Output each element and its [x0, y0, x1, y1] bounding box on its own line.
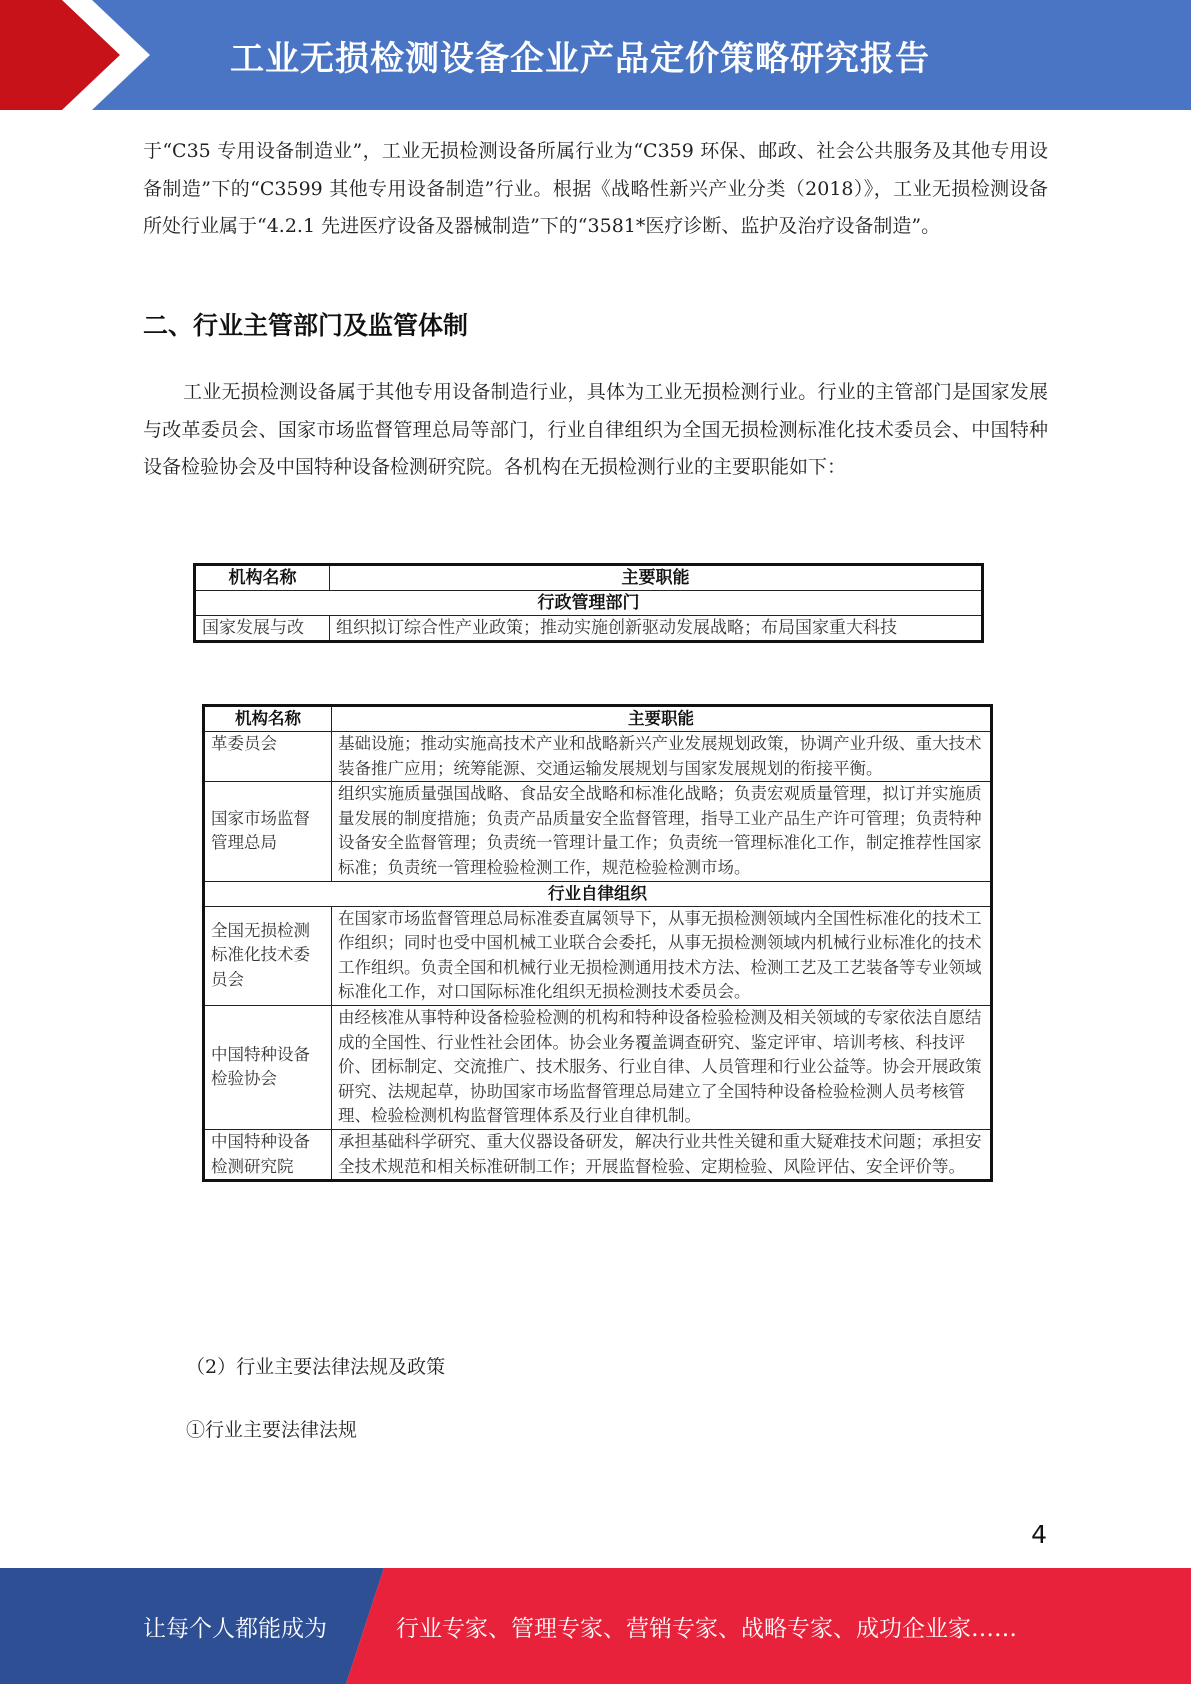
- footer-slogan-left: 让每个人都能成为: [143, 1615, 327, 1642]
- page-number: 4: [1031, 1520, 1047, 1549]
- regulators-table-fragment: [193, 563, 984, 643]
- page-footer: [0, 1568, 1191, 1684]
- institution-cell: 中国特种设备检测研究院: [204, 1129, 332, 1180]
- column-header-duties: 主要职能: [330, 565, 983, 591]
- section-admin-departments: 行政管理部门: [195, 591, 983, 616]
- table-section-row: [195, 591, 983, 616]
- column-header-institution: 机构名称: [195, 565, 330, 591]
- duty-cell: 组织实施质量强国战略、食品安全战略和标准化战略；负责宏观质量管理，拟订并实施质量发展的制度措施；负责产品质量安全监督管理，指导工业产品生产许可管理；负责特种设备安全监督管理；负责统一管理计量工作；负责统一管理标准化工作，制定推荐性国家标准；负责统一管理检验检测工作，规范检验检测市场。: [332, 782, 992, 881]
- subsection-main-laws: ①行业主要法律法规: [186, 1419, 358, 1441]
- table-row: [204, 782, 992, 881]
- duty-cell: 由经核准从事特种设备检验检测的机构和特种设备检验检测及相关领域的专家依法自愿结成的全国性、行业性社会团体。协会业务覆盖调查研究、鉴定评审、培训考核、科技评价、团标制定、交流推广、技术服务、行业自律、人员管理和行业公益等。协会开展政策研究、法规起草，协助国家市场监督管理总局建立了全国特种设备检验检测人员考核管理、检验检测机构监督管理体系及行业自律机制。: [332, 1005, 992, 1129]
- report-title: 工业无损检测设备企业产品定价策略研究报告: [230, 38, 930, 79]
- institution-cell: 中国特种设备检验协会: [204, 1005, 332, 1129]
- institution-cell: 国家市场监督管理总局: [204, 782, 332, 881]
- column-header-duties: 主要职能: [332, 706, 992, 732]
- subsection-laws-policies: （2）行业主要法律法规及政策: [186, 1356, 446, 1378]
- table-header-row: [204, 706, 992, 732]
- section-self-regulatory: 行业自律组织: [204, 881, 992, 906]
- table-header-row: [195, 565, 983, 591]
- duty-cell: 在国家市场监督管理总局标准委直属领导下，从事无损检测领域内全国性标准化的技术工作组织；同时也受中国机械工业联合会委托，从事无损检测领域内机械行业标准化的技术工作组织。负责全国和机械行业无损检测通用技术方法、检测工艺及工艺装备等专业领域标准化工作，对口国际标准化组织无损检测技术委员会。: [332, 906, 992, 1005]
- institution-cell: 革委员会: [204, 732, 332, 782]
- column-header-institution: 机构名称: [204, 706, 332, 732]
- institution-cell: 全国无损检测标准化技术委员会: [204, 906, 332, 1005]
- regulators-paragraph: 工业无损检测设备属于其他专用设备制造行业，具体为工业无损检测行业。行业的主管部门是国家发展与改革委员会、国家市场监督管理总局等部门，行业自律组织为全国无损检测标准化技术委员会、中国特种设备检验协会及中国特种设备检测研究院。各机构在无损检测行业的主要职能如下：: [143, 381, 1048, 478]
- duty-cell: 基础设施；推动实施高技术产业和战略新兴产业发展规划政策，协调产业升级、重大技术装备推广应用；统筹能源、交通运输发展规划与国家发展规划的衔接平衡。: [332, 732, 992, 782]
- duty-cell: 承担基础科学研究、重大仪器设备研发，解决行业共性关键和重大疑难技术问题；承担安全技术规范和相关标准研制工作；开展监督检验、定期检验、风险评估、安全评价等。: [332, 1129, 992, 1180]
- table-row: [204, 906, 992, 1005]
- page-header: [0, 0, 1191, 110]
- footer-slogan-right: 行业专家、管理专家、营销专家、战略专家、成功企业家……: [396, 1615, 1017, 1642]
- table-section-row: [204, 881, 992, 906]
- table-row: [204, 732, 992, 782]
- table-row: [195, 616, 983, 642]
- table-row: [204, 1129, 992, 1180]
- section-heading: 二、行业主管部门及监管体制: [143, 311, 469, 340]
- regulators-table: [202, 704, 993, 1182]
- header-arrow-decoration: [0, 0, 160, 110]
- duty-cell: 组织拟订综合性产业政策；推动实施创新驱动发展战略；布局国家重大科技: [330, 616, 983, 642]
- intro-paragraph: 于“C35 专用设备制造业”，工业无损检测设备所属行业为“C359 环保、邮政、社会公共服务及其他专用设备制造”下的“C3599 其他专用设备制造”行业。根据《战略性新兴产业分类（2018）》，工业无损检测设备所处行业属于“4.2.1 先进医疗设备及器械制造”下的“3581*医疗诊断、监护及治疗设备制造”。: [143, 140, 1048, 237]
- institution-cell: 国家发展与改: [195, 616, 330, 642]
- table-row: [204, 1005, 992, 1129]
